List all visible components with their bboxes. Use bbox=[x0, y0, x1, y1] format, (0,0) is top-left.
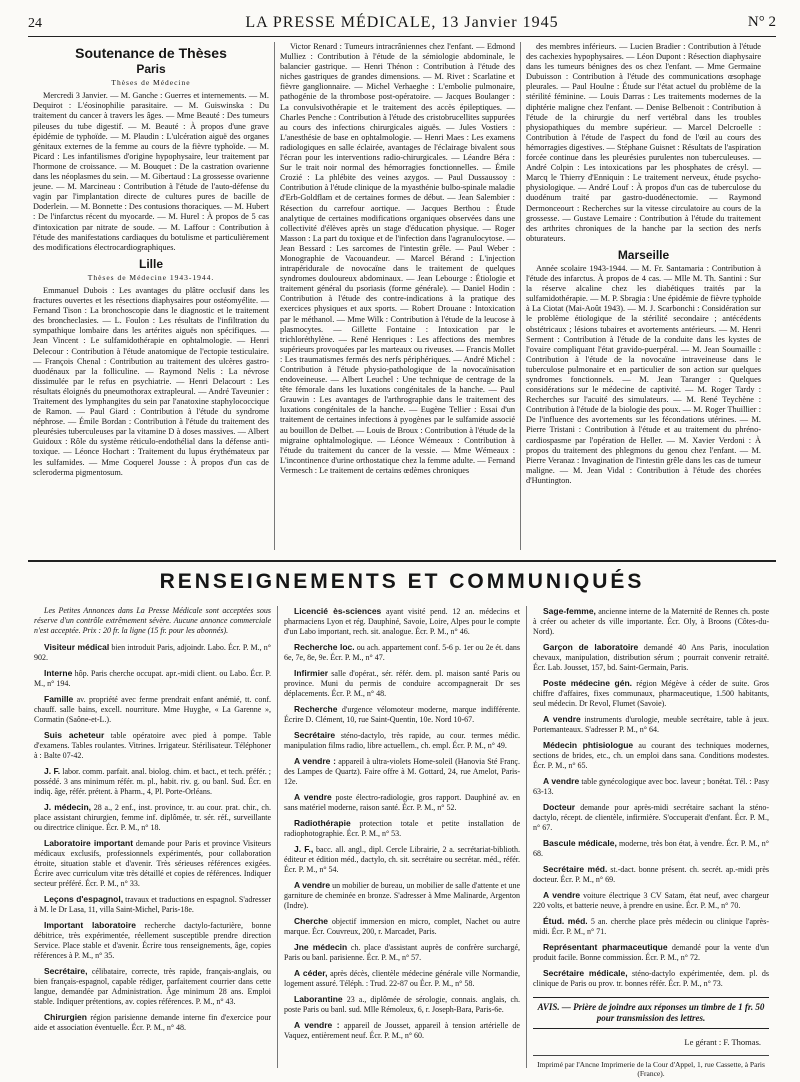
classified-ad-heading: Interne bbox=[44, 668, 73, 678]
classified-ad-text: 23 a., diplômée de sérologie, connais. anglais, ch. poste Paris ou banl. sud. Mlle Rémoleux, 6, r. Joseph-Bara, Paris-6e. bbox=[284, 995, 520, 1014]
classified-ad-text: demandé pour la vente d'un produit facile. Bonne commission. Écr. P. M., n° 72. bbox=[533, 943, 770, 962]
classified-ad-heading: A vendre bbox=[543, 714, 581, 724]
classified-ad bbox=[533, 864, 769, 885]
classified-ad bbox=[284, 916, 520, 937]
classified-ad-heading: Radiothérapie bbox=[294, 818, 351, 828]
classified-ad-heading: A céder, bbox=[294, 968, 328, 978]
classified-ad-heading: J. médecin, bbox=[44, 802, 92, 812]
classified-ad-text: objectif immersion en micro, complet, Nachet ou autre marque. Écr. Couvreux, 200, r. Marcadet, Paris. bbox=[284, 917, 520, 936]
classified-ad-text: st.-dact. bonne présent. ch. secrét. ap.-midi près docteur. Écr. P. M., n° 69. bbox=[533, 865, 769, 884]
classified-ad-text: moderne, très bon état, à vendre. Écr. P. M., n° 68. bbox=[533, 839, 770, 858]
classified-ad-text: région parisienne demande interne fin d'exercice pour aide et association éventuelle. Écr. P. M., n° 48. bbox=[34, 1013, 271, 1032]
classified-ad-text: ou ach. appartement conf. 5-6 p. 1er ou 2e ét. dans 6e, 7e, 8e, 9e. Écr. P. M., n° 47. bbox=[284, 643, 520, 662]
classified-ad-text: un mobilier de bureau, un mobilier de salle d'attente et une garniture de cheminée en bronze. S'adresser à Mme Malinarde, Argenton (Indre). bbox=[284, 881, 521, 910]
classified-ad-text: protection totale et petite installation de radiophotographie. Écr. P. M., n° 53. bbox=[284, 819, 520, 838]
classifieds-section bbox=[28, 606, 776, 1078]
classified-ad-text: bacc. all. angl., dipl. Cercle Librairie, 2 a. secrétariat-biblioth. éditeur et édition méd., dactylo, ch. sit. secrétaire ou secrétar. méd., référ. Écr. P. M., n° 54. bbox=[284, 845, 520, 874]
classified-ad-heading: Recherche loc. bbox=[294, 642, 355, 652]
classified-ad-text: demande pour après-midi secrétaire sachant la sténo-dactylo, récept. de clientèle, infirmière. S'occuperait d'enfant. Écr. P. M., n° 67. bbox=[533, 803, 769, 832]
classified-ad-text: célibataire, correcte, très rapide, français-anglais, ou bien français-espagnol, capable rédiger, parfaitement courrier dans cette langue, demandée par Administration. Âge minimum 28 ans. Emploi stable. Indiquer prétentions, av. copies références. P. M., n° 43. bbox=[34, 967, 271, 1006]
classified-ad bbox=[284, 1020, 520, 1041]
classified-ad bbox=[533, 968, 769, 989]
lille-theses-text: Emmanuel Dubois : Les avantages du plâtre occlusif dans les fractures ouvertes et les résections diaphysaires pour ostéomyélite. — Fernand Tison : La bronchoscopie dans le diagnostic et le traitement des broncheclasies. — L. Foulon : Les résultats de l'infiltration du sympathique lombaire dans les artérites aiguës non spécifiques. — Jean Vincent : Le sulfamidothérapie en ophtalmologie. — Henri Delecour : Contribution à l'étude anatomique de l'ectopie testiculaire. — François Chenal : Contribution au traitement des ulcères gastro-duodénaux par la folliculine. — Raymond Nelis : La névrose dissimulée par le refus en psychiatrie. — Henri Delacourt : Les résultats éloignés du pneumothorax extrapleural. — André Taveunier : Traitement des lymphangites du sein par l'anatoxine staphylococcique de Ramon. — Paul Giard : Contribution à l'étude du syndrome néphrose. — Émile Bordan : Contribution à l'étude du traitement des pleurésies tuberculeuses par la vitamine D à doses massives. — Albert Guidoux : Rôle du système réticulo-endothélial dans la défense anti-toxique. — Léonce Hochart : Traitement du lupus érythémateux par les sulfamides. — Mme Coquerel Jousse : À propos d'un cas de scleroderma pigmentosum. bbox=[33, 285, 269, 477]
classified-ad-heading: Licencié ès-sciences bbox=[294, 606, 382, 616]
classified-ad-heading: Secrétaire, bbox=[44, 966, 88, 976]
classified-ad bbox=[533, 678, 769, 709]
classified-ad-text: ayant visité pend. 12 an. médecins et pharmaciens Lyon et rég. Dauphiné, Savoie, Loire, Alpes pour le compte d'un Labo important, rech. sit. analogue. Écr. P. M., n° 46. bbox=[284, 607, 520, 636]
classified-ad-heading: Infirmier bbox=[294, 668, 329, 678]
classified-ad-heading: Garçon de laboratoire bbox=[543, 642, 639, 652]
faculty-line-paris: Thèses de Médecine bbox=[111, 78, 191, 88]
classified-ad bbox=[533, 776, 769, 797]
classified-ad-text: table gynécologique avec boc. laveur ; bonétat. Tél. : Pasy 63-13. bbox=[533, 777, 769, 796]
classified-ad-heading: Laboratoire important bbox=[44, 838, 134, 848]
classified-ad-text: salle d'opérat., sér. référ. dem. pl. maison santé Paris ou province. Muni du permis de conduire accompagnerait Dr ses déplacements. Écr. P. M., n° 48. bbox=[284, 669, 520, 698]
classified-ad-heading: Docteur bbox=[543, 802, 576, 812]
classified-ad-text: région Mégève à céder de suite. Gros chiffre d'affaires, fixes communaux, pharmaceutique, 1.500 habitants, seul médecin. Dr Revol, Flumet (Savoie). bbox=[533, 679, 769, 708]
classified-ad-text: poste électro-radiologie, gros rapport. Dauphiné av. en sans matériel moderne, raison santé. Écr. P. M., n° 52. bbox=[284, 793, 520, 812]
marseille-theses-text: Année scolaire 1943-1944. — M. Fr. Santamaria : Contribution à l'étude des infarctus. À propos de 4 cas. — Mlle M. Th. Santini : Sur la réserve alcaline chez les diabétiques traités par la sulfamidothérapie. — M. P. Sbragia : Une épidémie de fièvre typhoïde à La Ciotat (Mai-Août 1943). — M. J. Scarbonchi : Considération sur le problème étiologique de la stérilité secondaire ; antécédents obstétricaux ; lésions tubaires et avortements antérieurs. — M. Henri Serment : Contribution à l'étude de la conduite dans les kystes de l'ovaire compliquant l'état gravido-puerpéral. — M. Jean Soumaille : Contribution à l'étude de la novocaïne intraveineuse dans le tuberculose pulmonaire et en particulier de son action sur quelques syndromes fonctionnels. — M. Jean Taranger : Quelques considérations sur le médecine de captivité. — M. Roger Tardy : Recherches sur l'acuité des simulateurs. — M. René Teychène : Contribution à l'étude de la biologie des poux. — M. Roger Thuillier : De l'influence des avortements sur les fécondations utérines. — M. Pierre Tristani : Contribution à l'étude et au traitement du phréno-cardiospasme par l'opération de Heller. — M. Xavier Verdoni : À propos du traitement des phlegmons du genou chez l'enfant. — M. Pierre Veranaz : Invagination de l'intestin grêle dans les cas de tumeur maligne. — M. Jean Vidal : Contribution à l'étude des chorées d'Huntington. bbox=[526, 263, 761, 485]
classified-ad-heading: J. F., bbox=[294, 844, 314, 854]
classified-ad-heading: Suis acheteur bbox=[44, 730, 105, 740]
classified-ad-heading: Recherche bbox=[294, 704, 338, 714]
classified-ad bbox=[533, 642, 769, 673]
classified-ad-heading: J. F. bbox=[44, 766, 61, 776]
city-heading-paris: Paris bbox=[136, 62, 166, 77]
classified-ad bbox=[34, 894, 271, 915]
classified-ad bbox=[34, 766, 271, 797]
classified-ad bbox=[284, 642, 520, 663]
classified-ad bbox=[34, 694, 271, 725]
newspaper-page bbox=[28, 14, 776, 1078]
classified-ad-text: instruments d'urologie, meuble secrétaire, table à jeux. Portemanteaux. S'adresser P. M., n° 64. bbox=[533, 715, 769, 734]
lille-theses-end: des membres inférieurs. — Lucien Bradier : Contribution à l'étude des cachexies hypophysaires. — Léon Dupont : Résection diaphysaire dans les tumeurs bénignes des os chez l'enfant. — Mme Germaine Dubuisson : Contribution à l'étude des communications œsophage pleurales. — Paul Houlne : Étude sur l'état actuel du problème de la stérilité féminine. — Louis Darras : Les traitements modernes de la diphtérie maligne chez l'enfant. — Denise Belbenoit : Contribution à l'étude de la chirurgie du nerf vertébral dans les troubles physiopathiques du membre supérieur. — Marcel Delcroelle : Contribution à l'étude de l'aspect du fond de l'œil au cours des hémorragies digestives. — Stéphane Guisnet : Résultats de l'aspiration forcée continue dans les pleurésies purulentes non tuberculeuses. — André Colpin : Les intoxications par les phosphates de crésyl. — Marcq le Thierry d'Enniquin : Le traitement nerveux, étude psycho-physiologique. — André Louf : À propos d'un cas de tuberculose du duodénum traité par gastro-duodénectomie. — Raymond Dermonceourt : Recherches sur la vitesse circulatoire au cours de la grossesse. — Gustave Lemaire : Contribution à l'étude du traitement des arthrites chroniques de la hanche par la section des nerfs obturateurs. bbox=[526, 42, 761, 243]
classified-ad bbox=[284, 704, 520, 725]
classified-ad-heading: Secrétaire méd. bbox=[543, 864, 608, 874]
section-divider bbox=[28, 560, 776, 562]
theses-section bbox=[28, 42, 776, 550]
classified-ad-text: après décès, clientèle médecine générale ville Normandie, logement assuré. Téléph. : Trud. 22-87 ou Écr. P. M., n° 58. bbox=[284, 969, 520, 988]
classified-ad-heading: A vendre bbox=[543, 776, 580, 786]
classified-ad bbox=[284, 730, 520, 751]
classified-ad-heading: Médecin phtisiologue bbox=[543, 740, 634, 750]
classified-ad-heading: Important laboratoire bbox=[44, 920, 136, 930]
classified-ad-heading: A vendre bbox=[294, 880, 331, 890]
column-right bbox=[520, 42, 766, 550]
classified-ad bbox=[284, 756, 520, 787]
classified-ad bbox=[34, 920, 271, 961]
classified-ad-heading: Laborantine bbox=[294, 994, 343, 1004]
ads-list-1 bbox=[34, 642, 271, 1033]
classified-ad bbox=[533, 714, 769, 735]
classified-ad-text: sténo-dactylo, très rapide, au cour. termes médic. manipulation films radio, libre actuellem., ch. empl. Écr. P. M., n° 49. bbox=[284, 731, 520, 750]
column-middle bbox=[274, 42, 520, 550]
classified-ad-text: demandé 40 Ans Paris, inoculation chevaux, manipulation, distribution sérum ; pourrait convenir retraité. Écr. Lab. Jousset, 157, bd. Saint-Germain, Paris. bbox=[533, 643, 769, 672]
classified-ad bbox=[533, 838, 769, 859]
classified-ad bbox=[34, 730, 271, 761]
classified-ad-text: voiture électrique 3 CV Satam, état neuf, avec chargeur 220 volts, et batterie neuve, à prendre en usine. Écr. P. M., n° 70. bbox=[533, 891, 769, 910]
classified-ad-text: appareil à ultra-violets Home-soleil (Hanovia Sté Franç. des Lampes de Quartz). Faire offre à M. Gottard, 24, rue Amelot, Paris-12e. bbox=[284, 757, 520, 786]
page-header bbox=[28, 14, 776, 37]
classified-ad bbox=[34, 642, 271, 663]
theses-title: Soutenance de Thèses bbox=[75, 45, 227, 61]
classified-ad bbox=[34, 668, 271, 689]
classified-ad-text: recherche dactylo-facturière, bonne débitrice, très expérimentée, réellement susceptible prendre direction Service. Place stable et d'avenir. Écrire tous renseignements, âge, copies références à P. M., n° 35. bbox=[34, 921, 272, 960]
classified-ad-text: 5 an. cherche place près médecin ou clinique l'après-midi. Écr. P. M., n° 71. bbox=[533, 917, 769, 936]
classified-ad-text: bien introduit Paris, adjoindr. Labo. Écr. P. M., n° 902. bbox=[34, 643, 271, 662]
classified-ad bbox=[284, 994, 520, 1015]
avis-notice: AVIS. — Prière de joindre aux réponses un timbre de 1 fr. 50 pour transmission des lettres. bbox=[533, 997, 769, 1029]
classified-ad bbox=[34, 838, 271, 889]
classified-ad bbox=[284, 606, 520, 637]
column-left bbox=[28, 42, 274, 550]
classified-ad-heading: Représentant pharmaceutique bbox=[543, 942, 668, 952]
classified-ad bbox=[533, 890, 769, 911]
classified-ad bbox=[533, 802, 769, 833]
classified-ad bbox=[284, 844, 520, 875]
classified-ad-text: demande pour Paris et province Visiteurs médicaux exclusifs, professionnels expérimentés, pour collaboration étroite, situation stable et d'avenir. Très sérieuses références exigées. Écrire avec curriculum vitæ très détaillé et copies de références. Indiquer secteur préféré. Écr. P. M., n° 33. bbox=[34, 839, 272, 888]
classified-ad-heading: Sage-femme, bbox=[543, 606, 596, 616]
classifieds-column-2 bbox=[277, 606, 526, 1068]
classified-ad-heading: Secrétaire bbox=[294, 730, 336, 740]
classified-ad bbox=[284, 968, 520, 989]
gerant-line: Le gérant : F. Thomas. bbox=[684, 1037, 761, 1047]
classified-ad-text: au courant des techniques modernes, sections de brides, etc., ch. un emploi dans sana. Conditions modestes. Écr. P. M., n° 65. bbox=[533, 741, 769, 770]
classified-ad-text: hôp. Paris cherche occupat. apr.-midi client. ou Labo. Écr. P. M., n° 194. bbox=[34, 669, 271, 688]
classified-ad-heading: A vendre bbox=[294, 792, 332, 802]
journal-title: LA PRESSE MÉDICALE, 13 Janvier 1945 bbox=[245, 14, 559, 31]
classified-ad bbox=[284, 792, 520, 813]
classified-ad-text: labor. comm. parfait. anal. biolog. chim. et bact., et tech. préfér. ; possédé. 3 ans minimum référ. m. pl., habit. riv. g. ou banl. Sud. Écr. en indiq. âge, référ. prétent. à Pharm., 4, Pl. Porte-Orléans. bbox=[34, 767, 272, 796]
classifieds-column-1 bbox=[28, 606, 277, 1068]
classified-ad bbox=[533, 942, 769, 963]
ads-list-3 bbox=[533, 606, 769, 989]
classified-ad-text: travaux et traductions en espagnol. S'adresser à M. le Dr Lasa, 11, villa Saint-Michel, Paris-18e. bbox=[34, 895, 271, 914]
classifieds-intro: Les Petites Annonces dans La Presse Médicale sont acceptées sous réserve d'un contrôle extrêmement sévère. Aucune annonce commerciale n'est acceptée. Prix : 20 fr. la ligne (15 fr. pour les abonnés). bbox=[34, 606, 271, 635]
faculty-line-lille: Thèses de Médecine 1943-1944. bbox=[87, 272, 215, 282]
classified-ad bbox=[284, 668, 520, 699]
classified-ad-heading: Visiteur médical bbox=[44, 642, 110, 652]
classified-ad-heading: A vendre : bbox=[294, 756, 336, 766]
classifieds-column-3 bbox=[526, 606, 775, 1078]
classified-ad-text: appareil de Jousset, appareil à tension artérielle de Vaquez, entièrement neuf. Écr. P. M., n° 60. bbox=[284, 1021, 520, 1040]
classified-ad-heading: Poste médecine gén. bbox=[543, 678, 633, 688]
classified-ad-heading: Leçons d'espagnol, bbox=[44, 894, 124, 904]
issue-number: N° 2 bbox=[747, 14, 776, 30]
classified-ad-text: d'urgence vélomoteur moderne, marque indifférente. Écrire D. Clément, 10, rue Saint-Quentin, 10e. Nord 10-67. bbox=[284, 705, 520, 724]
classified-ad-text: sténo-dactylo expérimentée, dem. pl. ds clinique de Paris ou prov. tr. bonnes référ. Écr. P. M., n° 73. bbox=[533, 969, 769, 988]
classified-ad-heading: Secrétaire médicale, bbox=[543, 968, 628, 978]
renseignements-title: RENSEIGNEMENTS ET COMMUNIQUÉS bbox=[159, 570, 645, 593]
classified-ad bbox=[533, 740, 769, 771]
city-heading-lille: Lille bbox=[138, 256, 163, 271]
classified-ad bbox=[284, 818, 520, 839]
classified-ad bbox=[34, 1012, 271, 1033]
classified-ad-heading: Famille bbox=[44, 694, 74, 704]
classified-ad bbox=[284, 880, 520, 911]
classified-ad bbox=[34, 966, 271, 1007]
classified-ad-heading: Bascule médicale, bbox=[543, 838, 617, 848]
classified-ad-heading: A vendre bbox=[543, 890, 581, 900]
classified-ad bbox=[533, 916, 769, 937]
classified-ad bbox=[284, 942, 520, 963]
classified-ad-text: ancienne interne de la Maternité de Rennes ch. poste à créer ou acheter ds ville importante. Écr. Oly, à Broons (Côtes-du-Nord). bbox=[533, 607, 769, 636]
classified-ad-heading: Étud. méd. bbox=[543, 916, 588, 926]
classified-ad-text: table opératoire avec pied à pompe. Table d'examens. Tables roulantes. Vitrines. Irrigateur. Stérilisateur. Téléphoner à : Balte 07-42. bbox=[34, 731, 271, 760]
classified-ad-heading: Jne médecin bbox=[294, 942, 348, 952]
classified-ad-text: ch. place d'assistant auprès de confrère surchargé, Paris ou banl. parisienne. Écr. P. M., n° 57. bbox=[284, 943, 520, 962]
city-heading-marseille: Marseille bbox=[617, 247, 670, 262]
classified-ad-heading: Cherche bbox=[294, 916, 329, 926]
paris-theses-text: Mercredi 3 Janvier. — M. Ganche : Guerres et internements. — M. Dequirot : L'éosinophilie parasitaire. — M. Guiswinska : Du traitement du cancer à travers les âges. — Mme Beauté : Des tumeurs pileuses du tube digestif. — M. Beauté : À propos d'une grave épidémie de typhoïde. — M. Plaudin : L'ulcération aiguë des organes génitaux externes de la femme au cours de la fièvre typhoïde. — M. Picard : Les infantilismes d'origine hypophysaire, leur traitement par l'hormone de croissance. — M. Bouquet : De la castration ovarienne dans les néoplasmes du sein. — M. Gibertaud : La grossesse ovarienne jeune. — M. Marcineau : Contribution à l'étude de l'auto-défense du vagin par l'implantation directe de cultures pures de bacille de Doderlein. — M. Bonnette : Des contusions thoraciques. — M. Hubert : De l'infarctus récent du myocarde. — M. Hurel : À propos de 5 cas d'intoxication par nitrate de soude. — M. Laffour : Contribution à l'étude des manifestations cardiaques du botulisme et particulièrement des modifications électrocardiographiques. bbox=[33, 91, 269, 252]
ads-list-2 bbox=[284, 606, 520, 1041]
page-number: 24 bbox=[28, 16, 42, 31]
lille-theses-continued: Victor Renard : Tumeurs intracrâniennes chez l'enfant. — Edmond Mulliez : Contribution à l'étude de la sémiologie abdominale, le balancier gastrique. — Henri Thénon : Contribution à l'étude des niches gastriques de grandes dimensions. — M. Rivet : Scarlatine et fièvre ganglionnaire. — Michel Verhaeghe : L'embolie pulmonaire, pathogénie de la thrombose post-opératoire. — Jacques Boulanger : La convulsivothérapie et le traitement des accès épileptiques. — Charles Penche : Contribution à l'étude des cristobrucellites suppurées au cours des infections chirurgicales aiguës. — Jules Vostiers : L'anesthésie de base en ophtalmologie. — Henri Maes : Les examens radiologiques en salle éclairée, avantages de l'éclairage bivalent sous l'écran pour les interventions radio-chirurgicales. — Léandre Béra : Sur le trait noir normal des hémorragies fonctionnelles. — Émile Crozié : La phlébite des veines azygos. — Paul Dussaussoy : Contribution à l'étude clinique de la myasthénie bulbo-spinale maladie d'Erb-Goldflam et de certaines formes de début. — Jean Salembier : Résection du carrefour aortique. — Jacques Berthou : Étude analytique de certaines modifications organiques observées dans une collectivité d'élèves après un stage d'éducation physique. — Roger Masson : La part du toxique et de l'infection dans l'agranulocytose. — Jean Bessard : Les sarcomes de l'intestin grêle. — Paul Weber : Monographie de Vacouandeur. — Marcel Bérand : L'injection intrapéridurale de novocaïne dans le traitement de quelques syndromes douloureux abdominaux. — Jean Lebourge : Étiologie et traitement général du psoriasis (forme générale). — Daniel Hodin : Contribution à l'étude des contre-indications à la pratique des exercices physiques et aux sports. — Robert Drouane : Intoxication par le méthanol. — Mme Wilk : Contribution à l'étude de la leucose à plasmocytes. — Gillette Fontaine : Intoxication par le trichloréthylène. — René Henriques : Les affections des membres supérieurs provoquées par les marteaux ou riveuses. — Francis Mollet : Les traumatismes fermés des nerfs périphériques. — André Michel : Contribution à l'étude physio-pathologique de la novocaïnisation endoveineuse. — Albert Leuchel : Une technique de centrage de la tête fémorale dans les luxations congénitales de la hanche. — Paul Grauwin : Les avantages de l'arthrographie dans le traitement des luxations congénitales de la hanche. — Eugène Tellier : Essai d'un traitement de certaines infections à pyogènes par le sulfamide associé au bouillon de Delbet. — Louis de Broux : Contribution à l'étude de la migraine ophtalmologique. — Léonce Wémeaux : Contribution à l'étude du traitement du cancer de la vessie. — Mme Wémeaux : L'incontinence d'urine orthostatique chez la femme adulte. — Fernand Vermesch : Le traitement de certains œdèmes chroniques bbox=[280, 42, 515, 475]
classified-ad-heading: Chirurgien bbox=[44, 1012, 87, 1022]
classified-ad-text: av. propriété avec ferme prendrait enfant anémié, tt. conf. chauff. salle bains, excell. nourriture. Mme Huyghe, « La Garenne », Cormatin (Saône-et-L.). bbox=[34, 695, 271, 724]
classified-ad bbox=[533, 606, 769, 637]
printer-imprint: Imprimé par l'Ancne Imprimerie de la Cour d'Appel, 1, rue Cassette, à Paris (France). bbox=[533, 1055, 769, 1078]
classified-ad bbox=[34, 802, 271, 833]
classified-ad-text: 28 a., 2 enf., inst. province, tr. au cour. prat. chir., ch. place assistant chirurgien, femme inf. diplômée, tr. sér. réf., surveillante ou directrice clinique. Écr. P. M., n° 18. bbox=[34, 803, 271, 832]
classified-ad-heading: A vendre : bbox=[294, 1020, 340, 1030]
